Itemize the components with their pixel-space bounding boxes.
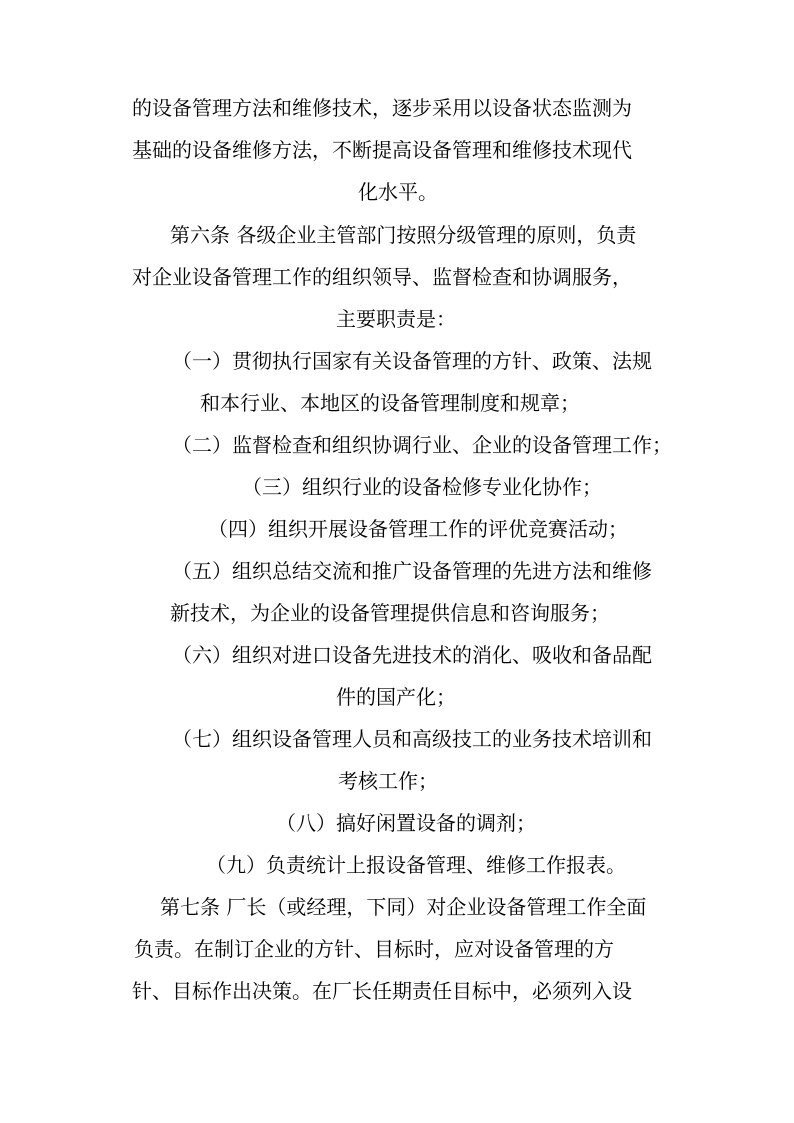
text-line: （八）搞好闲置设备的调剂；	[276, 811, 536, 835]
text-line: 主要职责是：	[336, 307, 456, 331]
text-line: （五）组织总结交流和推广设备管理的先进方法和维修	[172, 559, 652, 583]
text-line: 第六条 各级企业主管部门按照分级管理的原则，负责	[170, 223, 637, 247]
text-line: 考核工作；	[338, 769, 438, 793]
text-line: 负责。在制订企业的方针、目标时，应对设备管理的方	[134, 937, 614, 961]
text-line: 件的国产化；	[336, 685, 456, 709]
text-line: （四）组织开展设备管理工作的评优竞赛活动；	[208, 517, 628, 541]
text-line: （一）贯彻执行国家有关设备管理的方针、政策、法规	[172, 349, 652, 373]
text-line: （七）组织设备管理人员和高级技工的业务技术培训和	[172, 727, 652, 751]
text-line: 基础的设备维修方法，不断提高设备管理和维修技术现代	[132, 138, 632, 162]
text-line: （三）组织行业的设备检修专业化协作；	[242, 475, 602, 499]
text-line: 针、目标作出决策。在厂长任期责任目标中，必须列入设	[132, 979, 632, 1003]
text-line: （六）组织对进口设备先进技术的消化、吸收和备品配	[172, 643, 652, 667]
text-line: （二）监督检查和组织协调行业、企业的设备管理工作；	[172, 433, 672, 457]
text-line: 第七条 厂长（或经理，下同）对企业设备管理工作全面	[160, 895, 647, 919]
text-line: 新技术，为企业的设备管理提供信息和咨询服务；	[170, 601, 610, 625]
text-line: 化水平。	[358, 180, 438, 204]
text-line: （九）负责统计上报设备管理、维修工作报表。	[206, 853, 626, 877]
text-line: 和本行业、本地区的设备管理制度和规章；	[200, 391, 580, 415]
text-line: 的设备管理方法和维修技术，逐步采用以设备状态监测为	[132, 96, 632, 120]
text-line: 对企业设备管理工作的组织领导、监督检查和协调服务，	[132, 265, 632, 289]
